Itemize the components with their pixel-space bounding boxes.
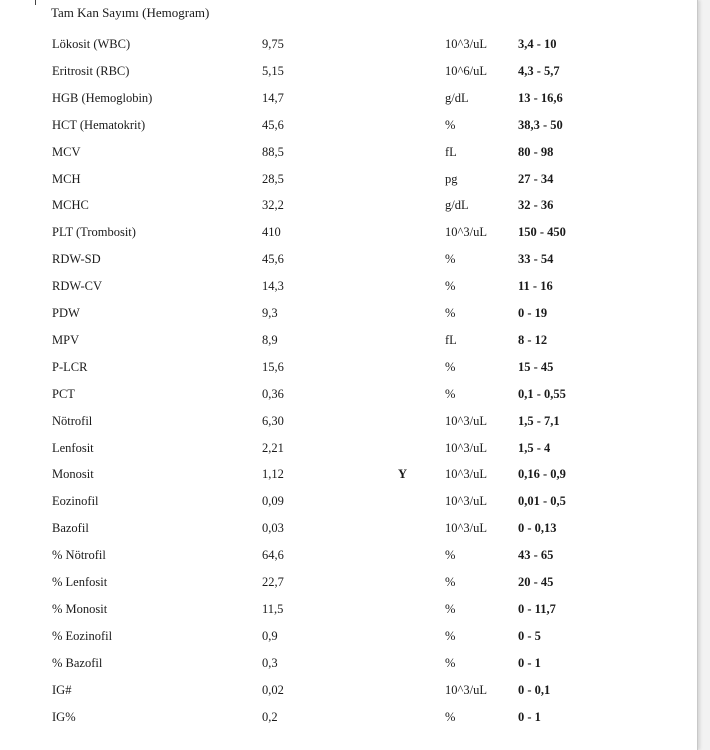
test-unit: %: [445, 359, 456, 374]
test-reference-range: 27 - 34: [518, 171, 554, 186]
test-unit: 10^3/uL: [445, 467, 487, 482]
test-value: 64,6: [262, 548, 284, 563]
table-row: [0, 573, 697, 591]
test-value: 0,2: [262, 709, 278, 724]
test-reference-range: 0,16 - 0,9: [518, 467, 566, 482]
test-value: 6,30: [262, 413, 284, 428]
test-value: 0,02: [262, 682, 284, 697]
test-value: 22,7: [262, 575, 284, 589]
table-row: [0, 358, 697, 376]
test-unit: %: [445, 279, 456, 294]
test-name: IG#: [52, 682, 72, 697]
page-edge-mark: [35, 0, 36, 5]
table-row: [0, 465, 697, 483]
test-name: PCT: [52, 386, 75, 401]
test-unit: fL: [445, 144, 457, 159]
table-row: [0, 116, 697, 134]
test-unit: 10^3/uL: [445, 682, 487, 697]
test-value: 28,5: [262, 171, 284, 186]
test-name: IG%: [52, 709, 76, 724]
test-name: % Bazofil: [52, 655, 103, 670]
table-row: [0, 277, 697, 295]
test-unit: g/dL: [445, 90, 469, 105]
test-unit: %: [445, 252, 456, 267]
table-row: [0, 250, 697, 268]
table-row: [0, 223, 697, 241]
test-reference-range: 0 - 1: [518, 655, 541, 670]
test-name: PDW: [52, 306, 80, 320]
table-row: [0, 331, 697, 349]
test-reference-range: 1,5 - 4: [518, 440, 551, 455]
test-value: 8,9: [262, 332, 278, 347]
test-unit: %: [445, 306, 456, 320]
test-name: % Eozinofil: [52, 628, 113, 643]
test-name: Eritrosit (RBC): [52, 63, 130, 78]
test-value: 9,75: [262, 37, 284, 51]
test-name: HCT (Hematokrit): [52, 117, 146, 132]
test-unit: %: [445, 601, 456, 616]
test-unit: %: [445, 386, 456, 401]
test-value: 15,6: [262, 359, 284, 374]
table-row: [0, 492, 697, 510]
test-reference-range: 3,4 - 10: [518, 37, 557, 51]
test-reference-range: 4,3 - 5,7: [518, 63, 560, 78]
test-reference-range: 43 - 65: [518, 548, 554, 563]
test-reference-range: 15 - 45: [518, 359, 554, 374]
test-value: 0,03: [262, 521, 284, 536]
test-value: 5,15: [262, 63, 284, 78]
test-name: RDW-SD: [52, 252, 101, 267]
test-unit: 10^3/uL: [445, 37, 487, 51]
test-name: Monosit: [52, 467, 94, 482]
test-name: % Lenfosit: [52, 575, 108, 589]
test-unit: fL: [445, 332, 457, 347]
test-value: 0,09: [262, 494, 284, 509]
test-value: 32,2: [262, 198, 284, 213]
test-unit: 10^3/uL: [445, 225, 487, 240]
test-reference-range: 0 - 0,13: [518, 521, 557, 536]
test-reference-range: 20 - 45: [518, 575, 554, 589]
test-name: P-LCR: [52, 359, 88, 374]
test-reference-range: 0 - 19: [518, 306, 548, 320]
test-unit: %: [445, 548, 456, 563]
table-row: [0, 385, 697, 403]
test-name: MCV: [52, 144, 81, 159]
table-row: [0, 519, 697, 537]
test-name: Lökosit (WBC): [52, 37, 131, 51]
table-row: [0, 35, 697, 53]
test-unit: 10^3/uL: [445, 521, 487, 536]
test-name: Bazofil: [52, 521, 89, 536]
test-reference-range: 0 - 1: [518, 709, 541, 724]
table-row: [0, 546, 697, 564]
test-value: 14,3: [262, 279, 284, 294]
test-value: 9,3: [262, 306, 278, 320]
test-value: 410: [262, 225, 281, 240]
table-row: [0, 627, 697, 645]
test-name: % Monosit: [52, 601, 108, 616]
test-unit: pg: [445, 171, 458, 186]
table-row: [0, 681, 697, 699]
test-value: 0,9: [262, 628, 278, 643]
test-reference-range: 0,1 - 0,55: [518, 386, 566, 401]
test-reference-range: 80 - 98: [518, 144, 554, 159]
table-row: [0, 412, 697, 430]
report-title: Tam Kan Sayımı (Hemogram): [51, 5, 210, 20]
table-row: [0, 89, 697, 107]
test-unit: g/dL: [445, 198, 469, 213]
test-unit: 10^3/uL: [445, 440, 487, 455]
table-row: [0, 143, 697, 161]
table-row: [0, 196, 697, 214]
test-reference-range: 32 - 36: [518, 198, 554, 213]
table-row: [0, 654, 697, 672]
test-value: 0,3: [262, 655, 278, 670]
test-reference-range: 38,3 - 50: [518, 117, 563, 132]
test-unit: 10^3/uL: [445, 413, 487, 428]
test-name: HGB (Hemoglobin): [52, 90, 153, 105]
table-row: [0, 439, 697, 457]
test-reference-range: 8 - 12: [518, 332, 548, 347]
test-name: PLT (Trombosit): [52, 225, 136, 240]
test-name: MPV: [52, 332, 80, 347]
test-name: MCHC: [52, 198, 89, 213]
test-name: MCH: [52, 171, 81, 186]
table-row: [0, 600, 697, 618]
test-unit: %: [445, 709, 456, 724]
test-reference-range: 1,5 - 7,1: [518, 413, 560, 428]
test-value: 14,7: [262, 90, 284, 105]
test-value: 0,36: [262, 386, 284, 401]
test-unit: %: [445, 628, 456, 643]
test-name: RDW-CV: [52, 279, 102, 294]
test-reference-range: 0 - 11,7: [518, 601, 556, 616]
table-row: [0, 304, 697, 322]
table-row: [0, 62, 697, 80]
test-value: 45,6: [262, 117, 284, 132]
test-reference-range: 11 - 16: [518, 279, 553, 294]
test-name: Nötrofil: [52, 413, 93, 428]
test-name: Eozinofil: [52, 494, 99, 509]
test-reference-range: 0,01 - 0,5: [518, 494, 566, 509]
test-reference-range: 33 - 54: [518, 252, 554, 267]
test-reference-range: 0 - 5: [518, 628, 541, 643]
test-value: 1,12: [262, 467, 284, 482]
test-value: 45,6: [262, 252, 284, 267]
test-flag: Y: [398, 467, 408, 482]
test-unit: %: [445, 655, 456, 670]
table-row: [0, 708, 697, 726]
test-value: 2,21: [262, 440, 284, 455]
test-name: % Nötrofil: [52, 548, 106, 563]
test-reference-range: 150 - 450: [518, 225, 566, 240]
test-unit: %: [445, 575, 456, 589]
test-unit: 10^6/uL: [445, 63, 487, 78]
test-unit: 10^3/uL: [445, 494, 487, 509]
test-reference-range: 0 - 0,1: [518, 682, 551, 697]
test-value: 11,5: [262, 601, 284, 616]
test-name: Lenfosit: [52, 440, 94, 455]
table-row: [0, 170, 697, 188]
test-value: 88,5: [262, 144, 284, 159]
test-reference-range: 13 - 16,6: [518, 90, 563, 105]
test-unit: %: [445, 117, 456, 132]
